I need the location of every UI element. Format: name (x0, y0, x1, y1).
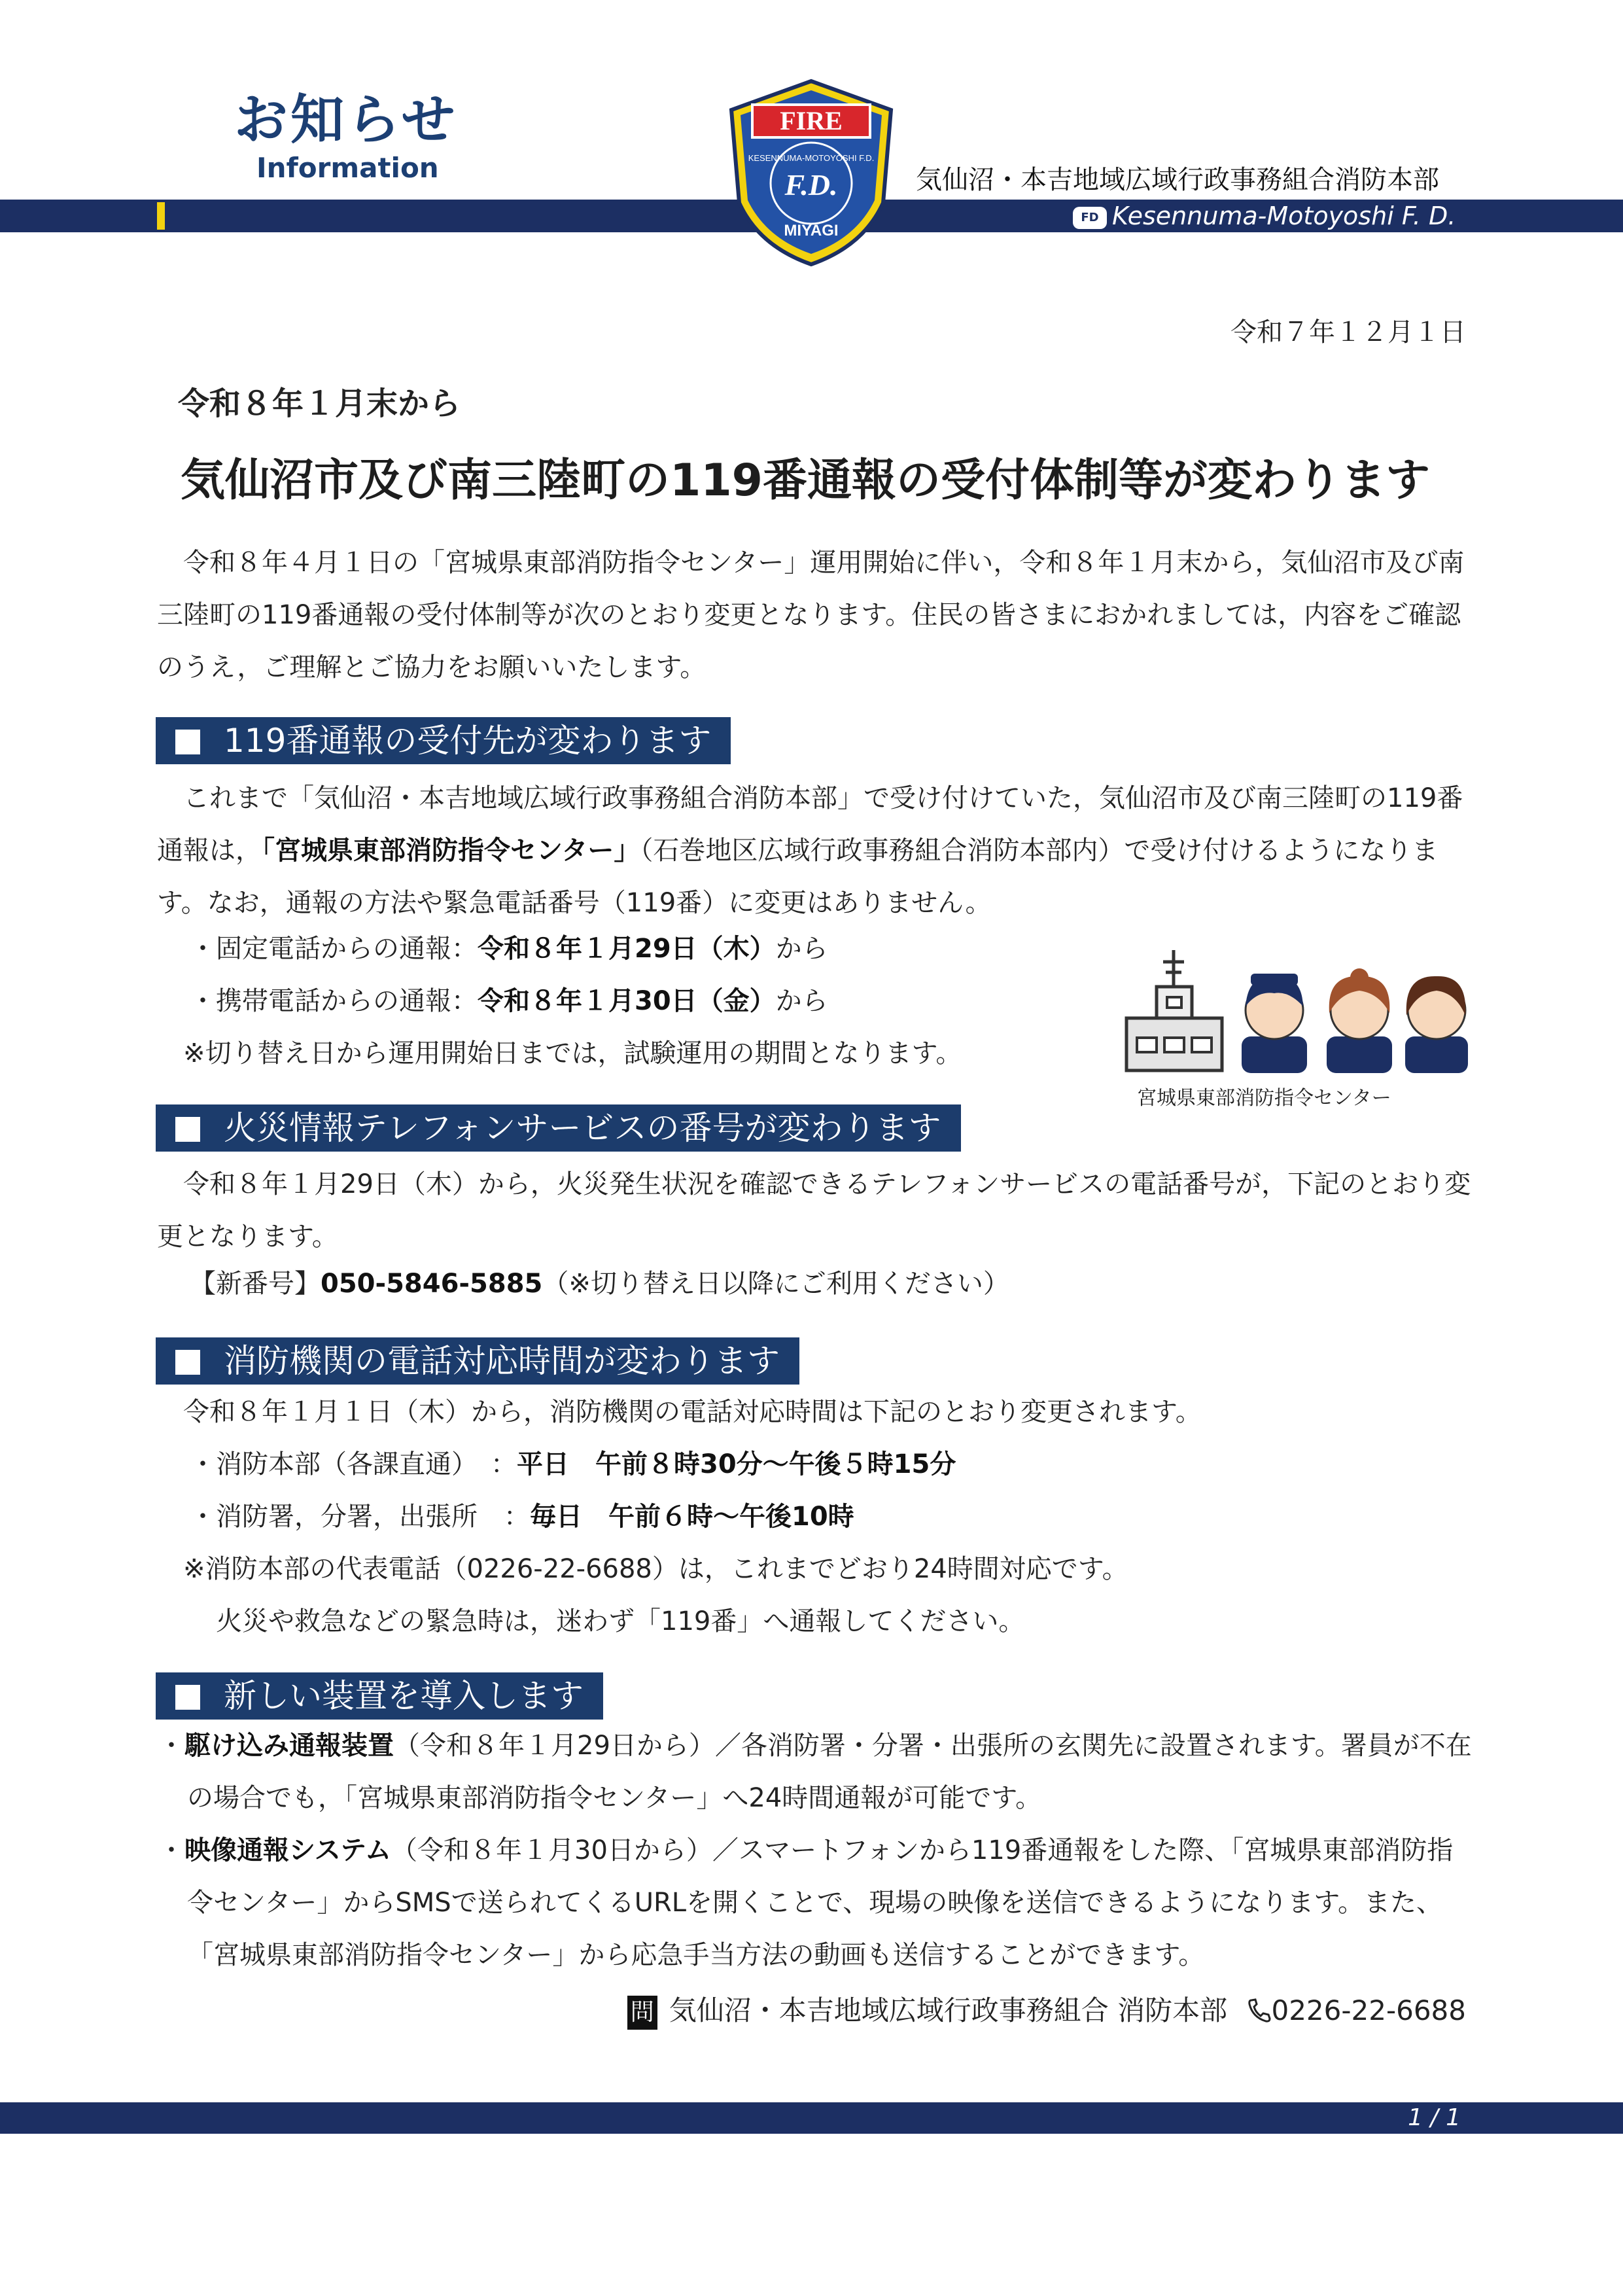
square-bullet-icon (175, 1685, 200, 1710)
phone-hours-intro: 令和８年１月１日（木）から，消防機関の電話対応時間は下記のとおり変更されます。 (183, 1397, 1202, 1427)
page-number: 1 / 1 (1408, 2104, 1461, 2131)
station-hours: ・消防署，分署，出張所 ：毎日 午前６時～午後10時 (190, 1502, 854, 1532)
emergency-note: 火災や救急などの緊急時は，迷わず「119番」へ通報してください。 (216, 1606, 1025, 1636)
issue-date: 令和７年１２月１日 (1230, 317, 1466, 347)
emblem-bottom-text: MIYAGI (784, 222, 839, 239)
page-title: 気仙沼市及び南三陸町の119番通報の受付体制等が変わります (181, 455, 1430, 506)
intro-paragraph (157, 537, 1472, 694)
section-telephone-body: 令和８年１月29日（木）から，火災発生状況を確認できるテレフォンサービスの電話番号が，下記のとおり変更となります。 (157, 1169, 1471, 1252)
header-subtitle: Information (256, 152, 439, 184)
phone-icon (1248, 1998, 1271, 2024)
illustration-caption: 宮城県東部消防指令センター (1137, 1087, 1391, 1110)
operator-female-2-icon (1405, 976, 1468, 1073)
command-center-name: 「宮城県東部消防指令センター」 (262, 836, 640, 866)
hq-hours: ・消防本部（各課直通） ：平日 午前８時30分～午後５時15分 (190, 1449, 956, 1479)
emblem-ring-text: KESENNUMA-MOTOYOSHI F.D. (748, 153, 875, 163)
operator-male-icon (1242, 974, 1307, 1073)
footer-bar (0, 2102, 1623, 2134)
header-title: お知らせ (234, 89, 458, 151)
header-org-name: 気仙沼・本吉地域広域行政事務組合消防本部 (916, 165, 1439, 195)
building-icon (1126, 950, 1222, 1070)
header-org-english: FD Kesennuma-Motoyoshi F. D. (1073, 200, 1456, 232)
hq-representative-note: ※消防本部の代表電話（0226-22-6688）は，これまでどおり24時間対応です。 (183, 1554, 1128, 1584)
square-bullet-icon (175, 1350, 200, 1375)
square-bullet-icon (175, 730, 200, 754)
inquiry-mark: 問 (627, 1996, 657, 2030)
landline-switch-date: ・固定電話からの通報：令和８年１月29日（木）から (190, 934, 828, 964)
operator-female-icon (1327, 968, 1392, 1073)
contact-phone: 0226-22-6688 (1271, 1994, 1466, 2026)
section-heading-new-devices: 新しい装置を導入します (156, 1672, 603, 1720)
square-bullet-icon (175, 1117, 200, 1142)
device-list (158, 1720, 1473, 1981)
section-heading-reception: 119番通報の受付先が変わります (156, 717, 731, 764)
fd-mini-logo-icon: FD (1073, 207, 1107, 229)
section-reception-body: これまで「気仙沼・本吉地域広域行政事務組合消防本部」で受け付けていた，気仙沼市及び南三陸町の119番通報は，「宮城県東部消防指令センター」（石巻地区広域行政事務組合消防本部内）で受け付けるようになります。なお，通報の方法や緊急電話番号（119番）に変更はありません。 (157, 783, 1463, 918)
section-heading-phone-hours: 消防機関の電話対応時間が変わります (156, 1337, 799, 1385)
contact-info: 問 気仙沼・本吉地域広域行政事務組合 消防本部 0226-22-6688 (627, 1989, 1466, 2030)
section-heading-telephone-service: 火災情報テレフォンサービスの番号が変わります (156, 1104, 961, 1152)
list-item: ・映像通報システム（令和８年１月30日から）／スマートフォンから119番通報をした際、「宮城県東部消防指令センター」からSMSで送られてくるURLを開くことで、現場の映像を送信できるようになります。また、「宮城県東部消防指令センター」から応急手当方法の動画も送信することができます。 (158, 1835, 1454, 1970)
list-item: ・駆け込み通報装置（令和８年１月29日から）／各消防署・分署・出張所の玄関先に設置されます。署員が不在の場合でも，「宮城県東部消防指令センター」へ24時間通報が可能です。 (158, 1731, 1472, 1813)
emblem-top-text: FIRE (780, 106, 843, 135)
intro-text: 令和８年４月１日の「宮城県東部消防指令センター」運用開始に伴い，令和８年１月末から，気仙沼市及び南三陸町の119番通報の受付体制等が次のとおり変更となります。住民の皆さまにおかれましては，内容をご確認のうえ，ご理解とご協力をお願いいたします。 (157, 548, 1465, 682)
new-phone-number: 【新番号】050-5846-5885（※切り替え日以降にご利用ください） (190, 1269, 1009, 1299)
lead-text: 令和８年１月末から (178, 385, 461, 422)
fire-department-emblem (726, 79, 896, 268)
mobile-switch-date: ・携帯電話からの通報：令和８年１月30日（金）から (190, 986, 828, 1016)
header-accent-mark (157, 202, 165, 230)
trial-note: ※切り替え日から運用開始日までは，試験運用の期間となります。 (183, 1038, 962, 1069)
emblem-center-text: F.D. (784, 168, 838, 202)
command-center-illustration (1117, 947, 1471, 1076)
